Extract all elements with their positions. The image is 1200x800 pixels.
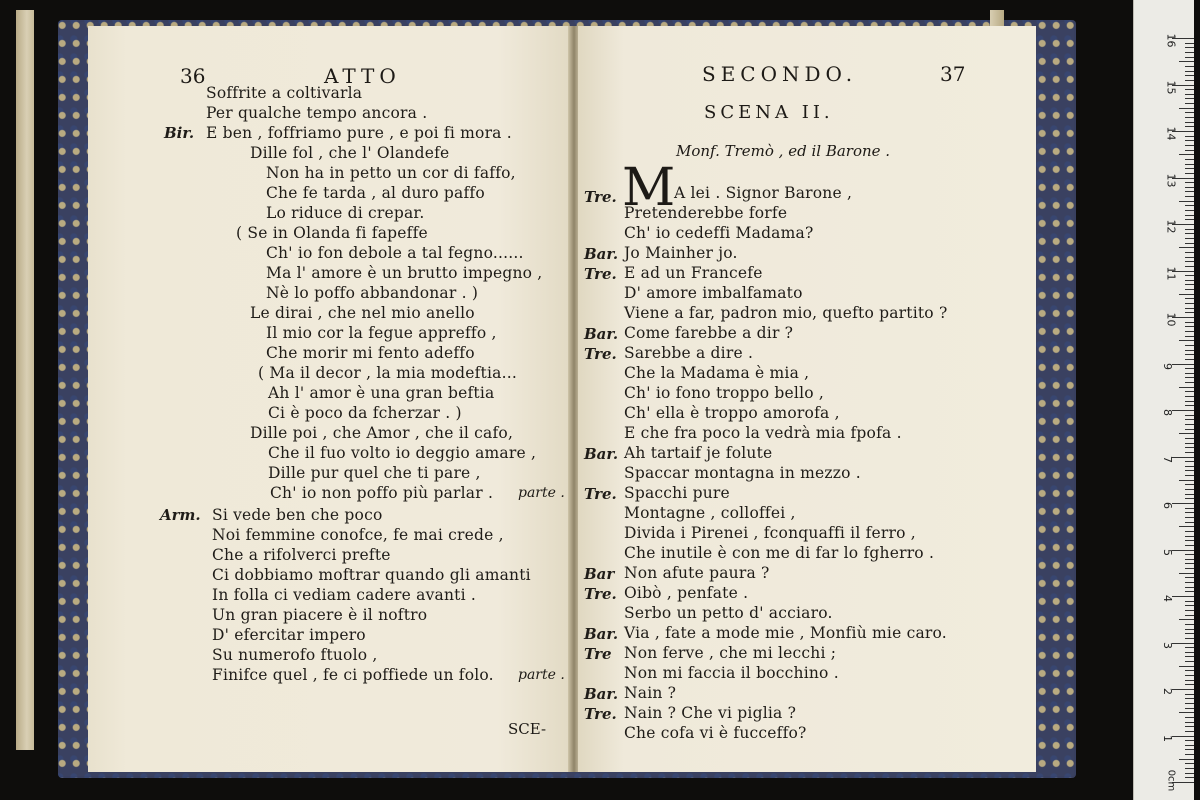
- speaker-label: Tre.: [584, 485, 617, 503]
- ruler-tick: [1185, 284, 1194, 285]
- ruler-tick: [1179, 666, 1194, 667]
- verse-line: Ma l' amore è un brutto impegno ,: [266, 264, 543, 282]
- ruler-tick: [1185, 559, 1194, 560]
- ruler-tick: [1185, 122, 1194, 123]
- ruler-tick: [1185, 591, 1194, 592]
- ruler-tick: [1185, 80, 1194, 81]
- ruler-tick: [1185, 768, 1194, 769]
- ruler-tick: [1185, 740, 1194, 741]
- ruler-tick: [1185, 252, 1194, 253]
- ruler-tick: [1185, 536, 1194, 537]
- left-page: [88, 26, 570, 772]
- ruler-tick: [1185, 280, 1194, 281]
- scene-characters: Monf. Tremò , ed il Barone .: [676, 142, 891, 160]
- ruler-tick: [1179, 712, 1194, 713]
- ruler-tick: [1185, 722, 1194, 723]
- page-header-right: SECONDO.: [702, 62, 858, 86]
- speaker-label: Arm.: [160, 506, 201, 524]
- verse-line: Ch' io fono troppo bello ,: [624, 384, 825, 402]
- speaker-label: Tre.: [584, 585, 617, 603]
- speaker-label: Bar.: [584, 325, 619, 343]
- ruler-tick: [1185, 647, 1194, 648]
- ruler-tick: [1185, 145, 1194, 146]
- ruler-tick: [1185, 675, 1194, 676]
- ruler-tick: [1185, 424, 1194, 425]
- verse-line: Dille fol , che l' Olandefe: [250, 144, 450, 162]
- ruler-tick: [1185, 452, 1194, 453]
- ruler-tick: [1185, 322, 1194, 323]
- verse-line: Che la Madama è mia ,: [624, 364, 810, 382]
- verse-line: E ad un Francefe: [624, 264, 763, 282]
- ruler-tick: [1172, 364, 1194, 365]
- ruler-tick: [1185, 52, 1194, 53]
- speaker-label: Tre.: [584, 188, 617, 206]
- ruler-number: 5: [1161, 548, 1174, 556]
- verse-line: D' amore imbalfamato: [624, 284, 803, 302]
- measurement-ruler: [1133, 0, 1194, 800]
- ruler-tick: [1185, 238, 1194, 239]
- ruler-tick: [1185, 43, 1194, 44]
- ruler-tick: [1185, 257, 1194, 258]
- ruler-tick: [1185, 117, 1194, 118]
- drop-cap: M: [622, 158, 676, 218]
- ruler-tick: [1185, 749, 1194, 750]
- ruler-number: 14: [1164, 126, 1178, 141]
- ruler-tick: [1185, 605, 1194, 606]
- ruler-tick: [1185, 219, 1194, 220]
- verse-line: Sarebbe a dire .: [624, 344, 754, 362]
- ruler-tick: [1179, 573, 1194, 574]
- verse-line: Non ferve , che mi lecchi ;: [624, 644, 837, 662]
- ruler-tick: [1185, 103, 1194, 104]
- ruler-tick: [1185, 498, 1194, 499]
- ruler-tick: [1185, 359, 1194, 360]
- verse-line: Non afute paura ?: [624, 564, 770, 582]
- ruler-tick: [1185, 610, 1194, 611]
- ruler-tick: [1185, 168, 1194, 169]
- ruler-tick: [1185, 475, 1194, 476]
- ruler-tick: [1185, 656, 1194, 657]
- ruler-tick: [1185, 75, 1194, 76]
- ruler-tick: [1185, 350, 1194, 351]
- verse-line: Soffrite a coltivarla: [206, 84, 363, 102]
- verse-line: Nain ? Che vi piglia ?: [624, 704, 797, 722]
- ruler-tick: [1172, 457, 1194, 458]
- ruler-tick: [1185, 303, 1194, 304]
- ruler-tick: [1185, 261, 1194, 262]
- verse-line: Ch' io non poffo più parlar .: [270, 484, 494, 502]
- page-edges-left: [16, 10, 34, 750]
- verse-line: Su numerofo ftuolo ,: [212, 646, 378, 664]
- ruler-tick: [1185, 545, 1194, 546]
- scene-title: SCENA II.: [704, 102, 834, 123]
- speaker-label: Tre.: [584, 345, 617, 363]
- verse-line: Ch' io cedeffi Madama?: [624, 224, 814, 242]
- speaker-label: Bar.: [584, 685, 619, 703]
- ruler-tick: [1179, 387, 1194, 388]
- verse-line: Oibò , penfate .: [624, 584, 749, 602]
- ruler-tick: [1185, 396, 1194, 397]
- ruler-tick: [1185, 461, 1194, 462]
- verse-line: ( Se in Olanda fi fapeffe: [236, 224, 428, 242]
- verse-line: Si vede ben che poco: [212, 506, 383, 524]
- ruler-tick: [1172, 736, 1194, 737]
- verse-line: A lei . Signor Barone ,: [674, 184, 853, 202]
- ruler-tick: [1185, 94, 1194, 95]
- ruler-tick: [1185, 684, 1194, 685]
- verse-line: Serbo un petto d' acciaro.: [624, 604, 833, 622]
- ruler-number: 8: [1161, 409, 1174, 416]
- verse-line: D' efercitar impero: [212, 626, 366, 644]
- verse-line: Nain ?: [624, 684, 677, 702]
- verse-line: Non ha in petto un cor di faffo,: [266, 164, 516, 182]
- ruler-tick: [1185, 531, 1194, 532]
- stage-direction: parte .: [518, 485, 565, 501]
- speaker-label: Bir.: [164, 124, 195, 142]
- speaker-label: Tre.: [584, 705, 617, 723]
- ruler-tick: [1185, 624, 1194, 625]
- ruler-tick: [1185, 652, 1194, 653]
- stage-direction: parte .: [518, 667, 565, 683]
- ruler-tick: [1185, 554, 1194, 555]
- verse-line: Che morir mi fento adeffo: [266, 344, 475, 362]
- ruler-tick: [1185, 354, 1194, 355]
- ruler-tick: [1185, 703, 1194, 704]
- verse-line: Per qualche tempo ancora .: [206, 104, 428, 122]
- ruler-tick: [1185, 150, 1194, 151]
- speaker-label: Bar.: [584, 445, 619, 463]
- ruler-number: 16: [1164, 33, 1178, 48]
- ruler-tick: [1185, 763, 1194, 764]
- ruler-tick: [1185, 405, 1194, 406]
- ruler-tick: [1179, 201, 1194, 202]
- ruler-tick: [1185, 508, 1194, 509]
- ruler-tick: [1185, 517, 1194, 518]
- verse-line: Pretenderebbe forfe: [624, 204, 788, 222]
- ruler-tick: [1172, 503, 1194, 504]
- ruler-tick: [1185, 266, 1194, 267]
- ruler-tick: [1185, 708, 1194, 709]
- verse-line: Che fe tarda , al duro paffo: [266, 184, 485, 202]
- ruler-tick: [1179, 154, 1194, 155]
- ruler-tick: [1185, 582, 1194, 583]
- ruler-tick: [1179, 247, 1194, 248]
- ruler-tick: [1185, 438, 1194, 439]
- ruler-tick: [1172, 550, 1194, 551]
- ruler-tick: [1172, 689, 1194, 690]
- ruler-tick: [1179, 619, 1194, 620]
- verse-line: Jo Mainher jo.: [624, 244, 738, 262]
- verse-line: Che cofa vi è fucceffo?: [624, 724, 807, 742]
- verse-line: Non mi faccia il bocchino .: [624, 664, 839, 682]
- verse-line: Noi femmine conofce, fe mai crede ,: [212, 526, 504, 544]
- right-page: [578, 26, 1036, 772]
- verse-line: Spacchi pure: [624, 484, 730, 502]
- ruler-tick: [1185, 89, 1194, 90]
- speaker-label: Tre: [584, 645, 612, 663]
- ruler-tick: [1185, 522, 1194, 523]
- ruler-number: 6: [1161, 502, 1174, 509]
- ruler-tick: [1185, 443, 1194, 444]
- ruler-tick: [1172, 643, 1194, 644]
- verse-line: Ah tartaif je folute: [624, 444, 773, 462]
- ruler-tick: [1179, 759, 1194, 760]
- ruler-tick: [1185, 694, 1194, 695]
- ruler-tick: [1185, 577, 1194, 578]
- ruler-tick: [1185, 670, 1194, 671]
- ruler-tick: [1185, 182, 1194, 183]
- ruler-tick: [1185, 210, 1194, 211]
- ruler-tick: [1185, 773, 1194, 774]
- verse-line: Finifce quel , fe ci poffiede un folo.: [212, 666, 494, 684]
- ruler-tick: [1185, 66, 1194, 67]
- ruler-tick: [1185, 540, 1194, 541]
- ruler-tick: [1179, 340, 1194, 341]
- ruler-tick: [1185, 489, 1194, 490]
- verse-line: In folla ci vediam cadere avanti .: [212, 586, 477, 604]
- ruler-tick: [1185, 587, 1194, 588]
- verse-line: Montagne , colloffei ,: [624, 504, 796, 522]
- ruler-tick: [1179, 61, 1194, 62]
- ruler-tick: [1185, 680, 1194, 681]
- ruler-tick: [1185, 336, 1194, 337]
- ruler-tick: [1179, 526, 1194, 527]
- ruler-number: 11: [1164, 266, 1178, 280]
- verse-line: Ci dobbiamo moftrar quando gli amanti: [212, 566, 531, 584]
- ruler-tick: [1185, 661, 1194, 662]
- ruler-tick: [1185, 563, 1194, 564]
- ruler-tick: [1185, 601, 1194, 602]
- ruler-tick: [1185, 745, 1194, 746]
- ruler-tick: [1179, 294, 1194, 295]
- ruler-tick: [1185, 57, 1194, 58]
- ruler-tick: [1185, 191, 1194, 192]
- page-number-right: 37: [940, 62, 966, 86]
- ruler-number: 9: [1161, 362, 1174, 370]
- verse-line: Ch' ella è troppo amorofa ,: [624, 404, 840, 422]
- ruler-number: 15: [1164, 80, 1178, 94]
- ruler-number: 2: [1161, 688, 1174, 695]
- ruler-tick: [1185, 419, 1194, 420]
- ruler-tick: [1179, 108, 1194, 109]
- ruler-tick: [1185, 717, 1194, 718]
- verse-line: Che il fuo volto io deggio amare ,: [268, 444, 537, 462]
- verse-line: E che fra poco la vedrà mia fpofa .: [624, 424, 902, 442]
- verse-line: Che inutile è con me di far lo fgherro .: [624, 544, 935, 562]
- ruler-tick: [1185, 71, 1194, 72]
- ruler-tick: [1185, 308, 1194, 309]
- ruler-tick: [1185, 136, 1194, 137]
- ruler-tick: [1185, 196, 1194, 197]
- verse-line: Via , fate a mode mie , Monfiù mie caro.: [624, 624, 947, 642]
- ruler-tick: [1185, 345, 1194, 346]
- verse-line: Come farebbe a dir ?: [624, 324, 794, 342]
- ruler-tick: [1185, 429, 1194, 430]
- verse-line: Dille poi , che Amor , che il cafo,: [250, 424, 514, 442]
- verse-line: Che a rifolverci prefte: [212, 546, 391, 564]
- page-header-left: ATTO: [324, 64, 401, 88]
- ruler-number: 7: [1161, 455, 1174, 463]
- ruler-tick: [1185, 289, 1194, 290]
- ruler-tick: [1185, 98, 1194, 99]
- ruler-tick: [1185, 326, 1194, 327]
- ruler-tick: [1185, 215, 1194, 216]
- verse-line: Ah l' amor è una gran beftia: [268, 384, 495, 402]
- ruler-tick: [1185, 391, 1194, 392]
- verse-line: Il mio cor la fegue appreffo ,: [266, 324, 497, 342]
- ruler-tick: [1185, 229, 1194, 230]
- ruler-tick: [1185, 698, 1194, 699]
- ruler-tick: [1185, 373, 1194, 374]
- ruler-tick: [1185, 368, 1194, 369]
- page-number-left: 36: [180, 64, 206, 88]
- ruler-tick: [1185, 140, 1194, 141]
- speaker-label: Tre.: [584, 265, 617, 283]
- ruler-unit: 0cm: [1165, 769, 1177, 792]
- verse-line: Ch' io fon debole a tal fegno......: [266, 244, 524, 262]
- ruler-tick: [1185, 777, 1194, 778]
- ruler-tick: [1185, 126, 1194, 127]
- ruler-tick: [1179, 480, 1194, 481]
- catchword: SCE-: [508, 720, 547, 738]
- ruler-tick: [1172, 596, 1194, 597]
- ruler-tick: [1185, 638, 1194, 639]
- ruler-tick: [1185, 47, 1194, 48]
- ruler-number: 12: [1164, 219, 1178, 234]
- ruler-tick: [1185, 187, 1194, 188]
- verse-line: Un gran piacere è il noftro: [212, 606, 428, 624]
- verse-line: E ben , foffriamo pure , e poi fi mora .: [206, 124, 512, 142]
- ruler-tick: [1185, 243, 1194, 244]
- speaker-label: Bar.: [584, 625, 619, 643]
- verse-line: Viene a far, padron mio, quefto partito ?: [624, 304, 948, 322]
- speaker-label: Bar.: [584, 245, 619, 263]
- ruler-tick: [1185, 629, 1194, 630]
- ruler-tick: [1185, 466, 1194, 467]
- ruler-number: 10: [1164, 312, 1178, 327]
- ruler-number: 13: [1164, 173, 1178, 187]
- ruler-number: 3: [1161, 641, 1174, 649]
- ruler-tick: [1185, 615, 1194, 616]
- ruler-tick: [1185, 312, 1194, 313]
- ruler-tick: [1185, 470, 1194, 471]
- ruler-tick: [1185, 112, 1194, 113]
- verse-line: Ci è poco da fcherzar . ): [268, 404, 462, 422]
- ruler-tick: [1185, 731, 1194, 732]
- ruler-tick: [1185, 233, 1194, 234]
- verse-line: Le dirai , che nel mio anello: [250, 304, 475, 322]
- verse-line: Nè lo poffo abbandonar . ): [266, 284, 479, 302]
- ruler-tick: [1185, 633, 1194, 634]
- ruler-tick: [1185, 401, 1194, 402]
- ruler-tick: [1172, 410, 1194, 411]
- verse-line: Spaccar montagna in mezzo .: [624, 464, 861, 482]
- ruler-tick: [1185, 484, 1194, 485]
- ruler-tick: [1185, 494, 1194, 495]
- ruler-tick: [1185, 377, 1194, 378]
- verse-line: Divida i Pirenei , fconquaffi il ferro ,: [624, 524, 916, 542]
- ruler-number: 1: [1161, 734, 1174, 742]
- ruler-tick: [1185, 447, 1194, 448]
- ruler-tick: [1185, 726, 1194, 727]
- ruler-tick: [1185, 382, 1194, 383]
- ruler-tick: [1185, 415, 1194, 416]
- ruler-tick: [1185, 754, 1194, 755]
- verse-line: Dille pur quel che ti pare ,: [268, 464, 481, 482]
- ruler-tick: [1179, 433, 1194, 434]
- ruler-tick: [1185, 173, 1194, 174]
- ruler-number: 4: [1161, 595, 1174, 602]
- ruler-tick: [1185, 568, 1194, 569]
- verse-line: ( Ma il decor , la mia modeftia...: [258, 364, 517, 382]
- ruler-tick: [1185, 164, 1194, 165]
- ruler-tick: [1185, 275, 1194, 276]
- ruler-tick: [1185, 512, 1194, 513]
- ruler-tick: [1185, 159, 1194, 160]
- speaker-label: Bar: [584, 565, 615, 583]
- ruler-tick: [1185, 331, 1194, 332]
- ruler-tick: [1185, 298, 1194, 299]
- ruler-tick: [1185, 205, 1194, 206]
- verse-line: Lo riduce di crepar.: [266, 204, 425, 222]
